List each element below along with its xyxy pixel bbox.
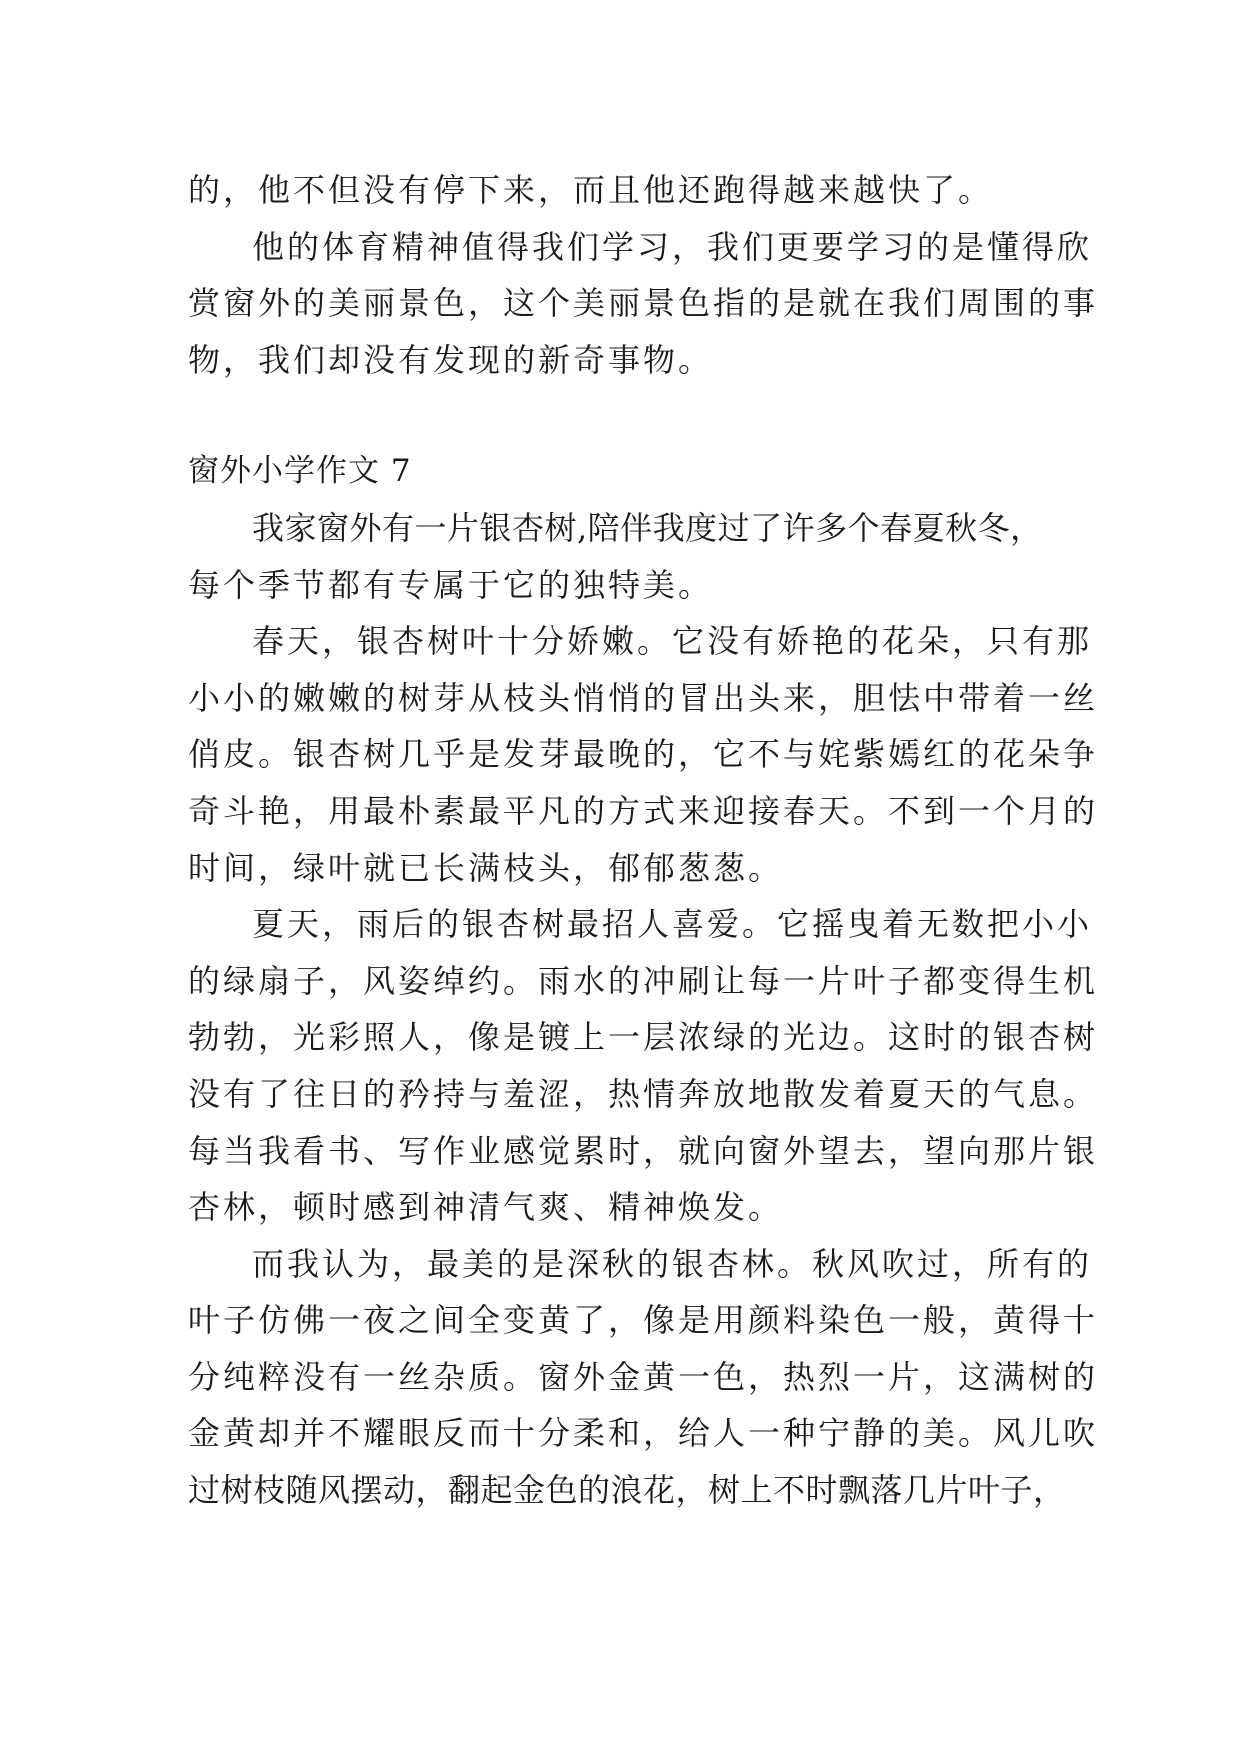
text-line: 每个季节都有专属于它的独特美。 [188, 565, 714, 604]
text-line: 分纯粹没有一丝杂质。窗外金黄一色，热烈一片，这满树的 [188, 1357, 1099, 1396]
section-title: 窗外小学作文 7 [188, 453, 412, 490]
text-line: 赏窗外的美丽景色，这个美丽景色指的是就在我们周围的事 [188, 284, 1099, 323]
text-line: 俏皮。银杏树几乎是发芽最晚的，它不与姹紫嫣红的花朵争 [188, 735, 1099, 774]
section-gap [188, 388, 1054, 443]
text-line: 夏天，雨后的银杏树最招人喜爱。它摇曳着无数把小小 [252, 905, 1093, 944]
text-line: 的绿扇子，风姿绰约。雨水的冲刷让每一片叶子都变得生机 [188, 961, 1099, 1000]
text-line: 春天，银杏树叶十分娇嫩。它没有娇艳的花朵，只有那 [252, 622, 1093, 661]
text-line: 奇斗艳，用最朴素最平凡的方式来迎接春天。不到一个月的 [188, 791, 1099, 830]
text-line: 时间，绿叶就已长满枝头，郁郁葱葱。 [188, 848, 784, 887]
text-line: 过树枝随风摆动，翻起金色的浪花，树上不时飘落几片叶子， [188, 1471, 1066, 1510]
text-line: 每当我看书、写作业感觉累时，就向窗外望去，望向那片银 [188, 1131, 1099, 1170]
text-line: 小小的嫩嫩的树芽从枝头悄悄的冒出头来，胆怯中带着一丝 [188, 678, 1099, 717]
text-line: 叶子仿佛一夜之间全变黄了，像是用颜料染色一般，黄得十 [188, 1301, 1099, 1340]
text-line: 勃勃，光彩照人，像是镀上一层浓绿的光边。这时的银杏树 [188, 1018, 1099, 1057]
text-line: 的，他不但没有停下来，而且他还跑得越来越快了。 [188, 171, 994, 209]
text-line: 我家窗外有一片银杏树,陪伴我度过了许多个春夏秋冬， [252, 508, 1043, 547]
document-body [188, 162, 1099, 1519]
text-line: 物，我们却没有发现的新奇事物。 [188, 340, 714, 379]
text-line: 而我认为，最美的是深秋的银杏林。秋风吹过，所有的 [252, 1244, 1093, 1283]
text-line: 金黄却并不耀眼反而十分柔和，给人一种宁静的美。风儿吹 [188, 1414, 1099, 1453]
text-line: 杏林，顿时感到神清气爽、精神焕发。 [188, 1188, 784, 1227]
text-line: 没有了往日的矜持与羞涩，热情奔放地散发着夏天的气息。 [188, 1074, 1099, 1113]
text-line: 他的体育精神值得我们学习，我们更要学习的是懂得欣 [252, 227, 1093, 266]
